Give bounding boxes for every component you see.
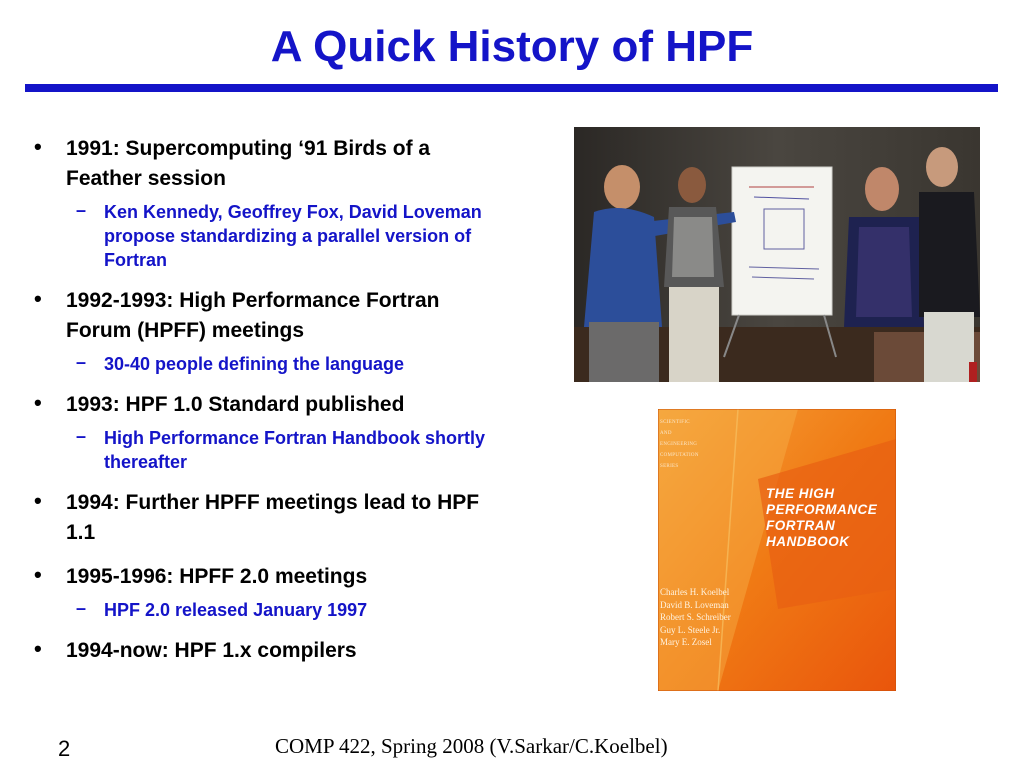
sub-bullet-marker: – [76, 598, 87, 618]
bullet-text: 1994: Further HPFF meetings lead to HPF 1.1 [66, 491, 480, 544]
book-author-line: Mary E. Zosel [660, 637, 712, 647]
sub-bullet-marker: – [76, 426, 87, 446]
slide-title: A Quick History of HPF [270, 22, 754, 71]
book-series-line: ENGINEERING [660, 442, 698, 447]
bullet-text: 1992-1993: High Performance Fortran Forum (HPFF) meetings [66, 289, 440, 342]
book-title [766, 486, 906, 550]
bullet-marker: • [34, 488, 42, 513]
sub-bullet-item [66, 426, 500, 474]
sub-bullet-item [66, 352, 500, 376]
bullet-marker: • [34, 134, 42, 159]
bullet-item [30, 134, 500, 272]
footer-text: COMP 422, Spring 2008 (V.Sarkar/C.Koelbel) [275, 734, 668, 758]
slide-number: 2 [58, 736, 71, 761]
book-series-line: AND [660, 431, 672, 436]
bullet-list [30, 134, 500, 680]
bullet-text: 1991: Supercomputing ‘91 Birds of a Feather session [66, 137, 431, 190]
bullet-marker: • [34, 562, 42, 587]
bullet-text: 1995-1996: HPFF 2.0 meetings [66, 565, 368, 588]
book-title-line: FORTRAN [766, 518, 836, 533]
bullet-text: 1993: HPF 1.0 Standard published [66, 393, 405, 416]
sub-bullet-text: High Performance Fortran Handbook shortly thereafter [104, 428, 486, 472]
sub-bullet-text: 30-40 people defining the language [104, 354, 405, 374]
book-series-line: SERIES [660, 464, 679, 469]
book-author-line: Guy L. Steele Jr. [660, 624, 721, 635]
bullet-marker: • [34, 636, 42, 661]
sub-bullet-text: Ken Kennedy, Geoffrey Fox, David Loveman propose standardizing a parallel version of Fortran [104, 202, 482, 270]
sub-bullet-item [66, 598, 500, 622]
bullet-item [30, 562, 500, 622]
bullet-marker: • [34, 390, 42, 415]
bullet-item [30, 286, 500, 376]
sub-bullet-marker: – [76, 352, 87, 372]
sub-bullet-item [66, 200, 500, 272]
title-divider [25, 84, 998, 92]
book-series-line: SCIENTIFIC [660, 420, 690, 425]
book-author-line: David B. Loveman [660, 599, 729, 610]
sub-bullet-text: HPF 2.0 released January 1997 [104, 600, 368, 620]
book-authors [660, 586, 770, 649]
bullet-item [30, 636, 500, 666]
bullet-item [30, 390, 500, 474]
book-author-line: Robert S. Schreiber [660, 612, 731, 622]
book-series-text [660, 417, 730, 472]
book-series-line: COMPUTATION [660, 453, 699, 458]
bullet-item [30, 488, 500, 548]
meeting-photo [574, 127, 980, 382]
bullet-marker: • [34, 286, 42, 311]
book-author-line: Charles H. Koelbel [660, 587, 730, 597]
book-title-line: HANDBOOK [766, 534, 850, 549]
book-title-line: PERFORMANCE [766, 502, 878, 517]
book-title-line: THE HIGH [766, 486, 835, 501]
bullet-text: 1994-now: HPF 1.x compilers [66, 639, 357, 662]
sub-bullet-marker: – [76, 200, 87, 220]
